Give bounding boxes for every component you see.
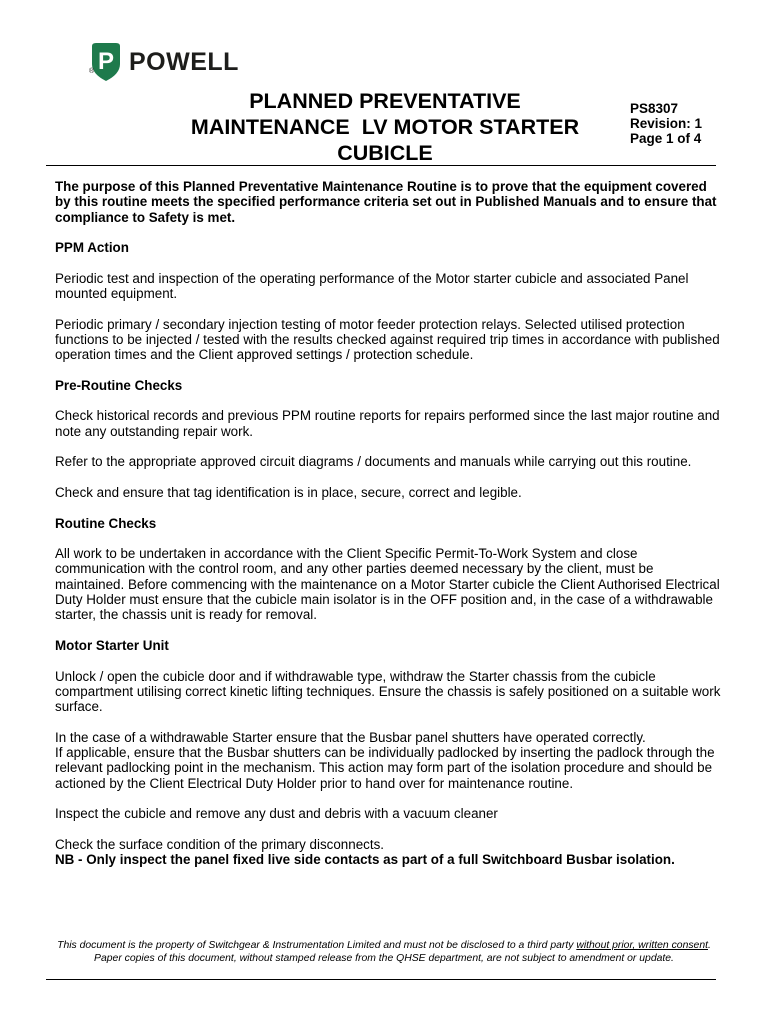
footer-disclaimer: [46, 939, 722, 965]
ppm-paragraph-2: Periodic primary / secondary injection testing of motor feeder protection relays. Selected utilised protection functions to be injected / tested with the results checked against required trip times in accordance with published operation times and the Client approved settings / protection schedule.: [55, 316, 720, 363]
intro-paragraph: The purpose of this Planned Preventative Maintenance Routine is to prove that the equipment covered by this routine meets the specified performance criteria set out in Published Manuals and to ensure that compliance to Safety is met.: [55, 179, 717, 225]
motor-starter-paragraph-3: Inspect the cubicle and remove any dust and debris with a vacuum cleaner: [55, 806, 498, 822]
header-divider: [46, 165, 716, 166]
title-line-1: PLANNED PREVENTATIVE: [249, 89, 521, 113]
pre-routine-paragraph-1: Check historical records and previous PPM routine reports for repairs performed since the last major routine and note any outstanding repair work.: [55, 408, 720, 439]
motor-starter-paragraph-2b: If applicable, ensure that the Busbar shutters can be individually padlocked by inserting the padlock through the relevant padlocking point in the mechanism. This action may form part of the isolation procedure and should be actioned by the Client Electrical Duty Holder prior to hand over for maintenance routine.: [55, 744, 715, 791]
brand-name: POWELL: [129, 47, 239, 76]
page-number: Page 1 of 4: [630, 131, 702, 146]
nb-note: NB - Only inspect the panel fixed live side contacts as part of a full Switchboard Busbar isolation.: [55, 852, 675, 868]
footer-text-1: This document is the property of Switchgear & Instrumentation Limited and must not be disclosed to a third party: [57, 940, 577, 951]
routine-checks-paragraph: All work to be undertaken in accordance with the Client Specific Permit-To-Work System and close communication with the control room, and any other parties deemed necessary by the client, must be maintained. Before commencing with the maintenance on a Motor Starter cubicle the Client Authorised Electrical Duty Holder must ensure that the cubicle main isolator is in the OFF position and, in the case of a withdrawable starter, the chassis unit is ready for removal.: [55, 546, 720, 623]
ppm-action-heading: PPM Action: [55, 240, 129, 256]
pre-routine-paragraph-2: Refer to the appropriate approved circuit diagrams / documents and manuals while carrying out this routine.: [55, 454, 692, 470]
document-title: [160, 88, 610, 166]
pre-routine-paragraph-3: Check and ensure that tag identification is in place, secure, correct and legible.: [55, 484, 522, 500]
footer-divider: [46, 979, 716, 980]
pre-routine-heading: Pre-Routine Checks: [55, 377, 183, 393]
revision: Revision: 1: [630, 116, 703, 131]
document-info: [630, 101, 702, 146]
powell-logo-icon: [88, 42, 124, 82]
title-line-3: CUBICLE: [337, 141, 433, 165]
routine-checks-heading: Routine Checks: [55, 515, 157, 531]
document-body: [55, 179, 723, 867]
footer-text-2: . Paper copies of this document, without stamped release from the QHSE department, are not subject to amendment or update.: [94, 940, 711, 964]
title-line-2: MAINTENANCE LV MOTOR STARTER: [190, 115, 580, 139]
logo-letter: P: [97, 48, 115, 75]
ppm-paragraph-1: Periodic test and inspection of the operating performance of the Motor starter cubicle and associated Panel mounted equipment.: [55, 270, 689, 302]
footer-underlined-text: without prior, written consent: [576, 940, 708, 951]
motor-starter-paragraph-1: Unlock / open the cubicle door and if withdrawable type, withdraw the Starter chassis from the cubicle compartment utilising correct kinetic lifting techniques. Ensure the chassis is safely positioned on a suitable work surface.: [55, 668, 721, 715]
doc-number: PS8307: [630, 101, 679, 116]
motor-starter-paragraph-2a: In the case of a withdrawable Starter ensure that the Busbar panel shutters have operated correctly.: [55, 729, 646, 745]
motor-starter-paragraph-4: Check the surface condition of the primary disconnects.: [55, 836, 384, 852]
powell-logo: [88, 42, 239, 82]
motor-starter-heading: Motor Starter Unit: [55, 637, 169, 653]
registered-mark: ®: [89, 68, 95, 75]
